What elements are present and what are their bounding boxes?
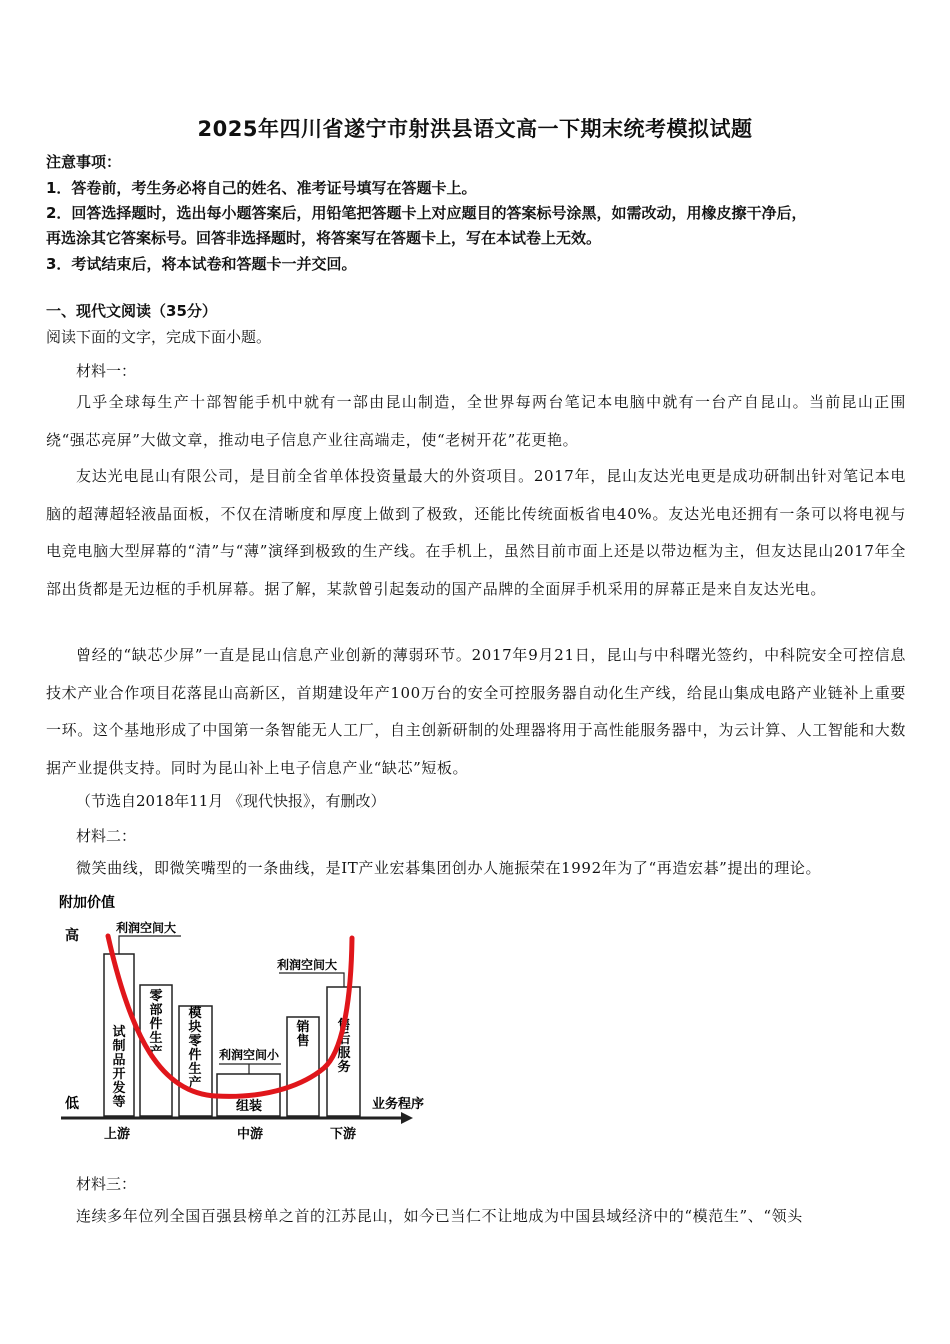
section-heading: 一、现代文阅读（35分） — [46, 302, 217, 320]
profit-label-middle: 利润空间小 — [219, 1048, 280, 1062]
x-axis-arrow-icon — [401, 1112, 413, 1124]
bar-label-prototype: 试制品开发等 — [112, 1025, 126, 1110]
profit-label-right: 利润空间大 — [277, 958, 338, 972]
x-axis-label: 业务程序 — [372, 1097, 425, 1112]
material1-paragraph-2: 友达光电昆山有限公司，是目前全省单体投资量最大的外资项目。2017年，昆山友达光电更是成功研制出针对笔记本电脑的超薄超轻液晶面板，不仅在清晰度和厚度上做到了极致，还能比传统面板省电40%。友达光电还拥有一条可以将电视与电竞电脑大型屏幕的“清”与“薄”演绎到极致的生产线。在手机上，虽然目前市面上还是以带边框为主，但友达昆山2017年全部出货都是无边框的手机屏幕。据了解，某款曾引起轰动的国产品牌的全面屏手机采用的屏幕正是来自友达光电。 — [46, 467, 906, 598]
notice-heading: 注意事项： — [46, 153, 122, 171]
notice-item-2a: 2．回答选择题时，选出每小题答案后，用铅笔把答题卡上对应题目的答案标号涂黑，如需改动，用橡皮擦干净后， — [46, 204, 807, 222]
material3-paragraph-1: 连续多年位列全国百强县榜单之首的江苏昆山，如今已当仁不让地成为中国县域经济中的“模范生”、“领头 — [76, 1207, 803, 1225]
section-instruction: 阅读下面的文字，完成下面小题。 — [46, 328, 272, 346]
notice-item-3: 3．考试结束后，将本试卷和答题卡一并交回。 — [46, 255, 357, 273]
bar-label-sales: 销售 — [296, 1020, 310, 1049]
bar-label-after-sales: 售后服务 — [337, 1018, 351, 1075]
material1-source: （节选自2018年11月 《现代快报》，有删改） — [76, 792, 386, 810]
x-axis-upstream: 上游 — [104, 1127, 131, 1142]
material3-label: 材料三： — [76, 1175, 137, 1193]
material2-paragraph-1: 微笑曲线，即微笑嘴型的一条曲线，是IT产业宏碁集团创办人施振荣在1992年为了“再造宏碁”提出的理论。 — [76, 859, 822, 877]
y-axis-high: 高 — [65, 928, 79, 944]
smile-curve-diagram — [56, 888, 446, 1148]
y-axis-low: 低 — [65, 1096, 79, 1112]
profit-label-left: 利润空间大 — [116, 921, 177, 935]
y-axis-label: 附加价值 — [59, 895, 115, 911]
bar-label-assembly: 组装 — [235, 1099, 263, 1114]
material2-label: 材料二： — [76, 827, 137, 845]
page-title: 2025年四川省遂宁市射洪县语文高一下期末统考模拟试题 — [197, 117, 753, 141]
material1-label: 材料一： — [76, 362, 137, 380]
notice-item-1: 1．答卷前，考生务必将自己的姓名、准考证号填写在答题卡上。 — [46, 179, 477, 197]
material1-paragraph-1: 几乎全球每生产十部智能手机中就有一部由昆山制造，全世界每两台笔记本电脑中就有一台产自昆山。当前昆山正围绕“强芯亮屏”大做文章，推动电子信息产业往高端走，使“老树开花”花更艳。 — [46, 393, 906, 449]
notice-item-2b: 再选涂其它答案标号。回答非选择题时，将答案写在答题卡上，写在本试卷上无效。 — [46, 229, 602, 247]
material1-paragraph-3: 曾经的“缺芯少屏”一直是昆山信息产业创新的薄弱环节。2017年9月21日，昆山与中科曙光签约，中科院安全可控信息技术产业合作项目花落昆山高新区，首期建设年产100万台的安全可控服务器自动化生产线，给昆山集成电路产业链补上重要一环。这个基地形成了中国第一条智能无人工厂，自主创新研制的处理器将用于高性能服务器中，为云计算、人工智能和大数据产业提供支持。同时为昆山补上电子信息产业“缺芯”短板。 — [46, 646, 906, 777]
bar-label-module: 模块零件生产 — [188, 1006, 202, 1091]
x-axis-midstream: 中游 — [237, 1127, 264, 1142]
bar-label-parts: 零部件生产 — [149, 989, 163, 1060]
x-axis-downstream: 下游 — [330, 1127, 357, 1142]
